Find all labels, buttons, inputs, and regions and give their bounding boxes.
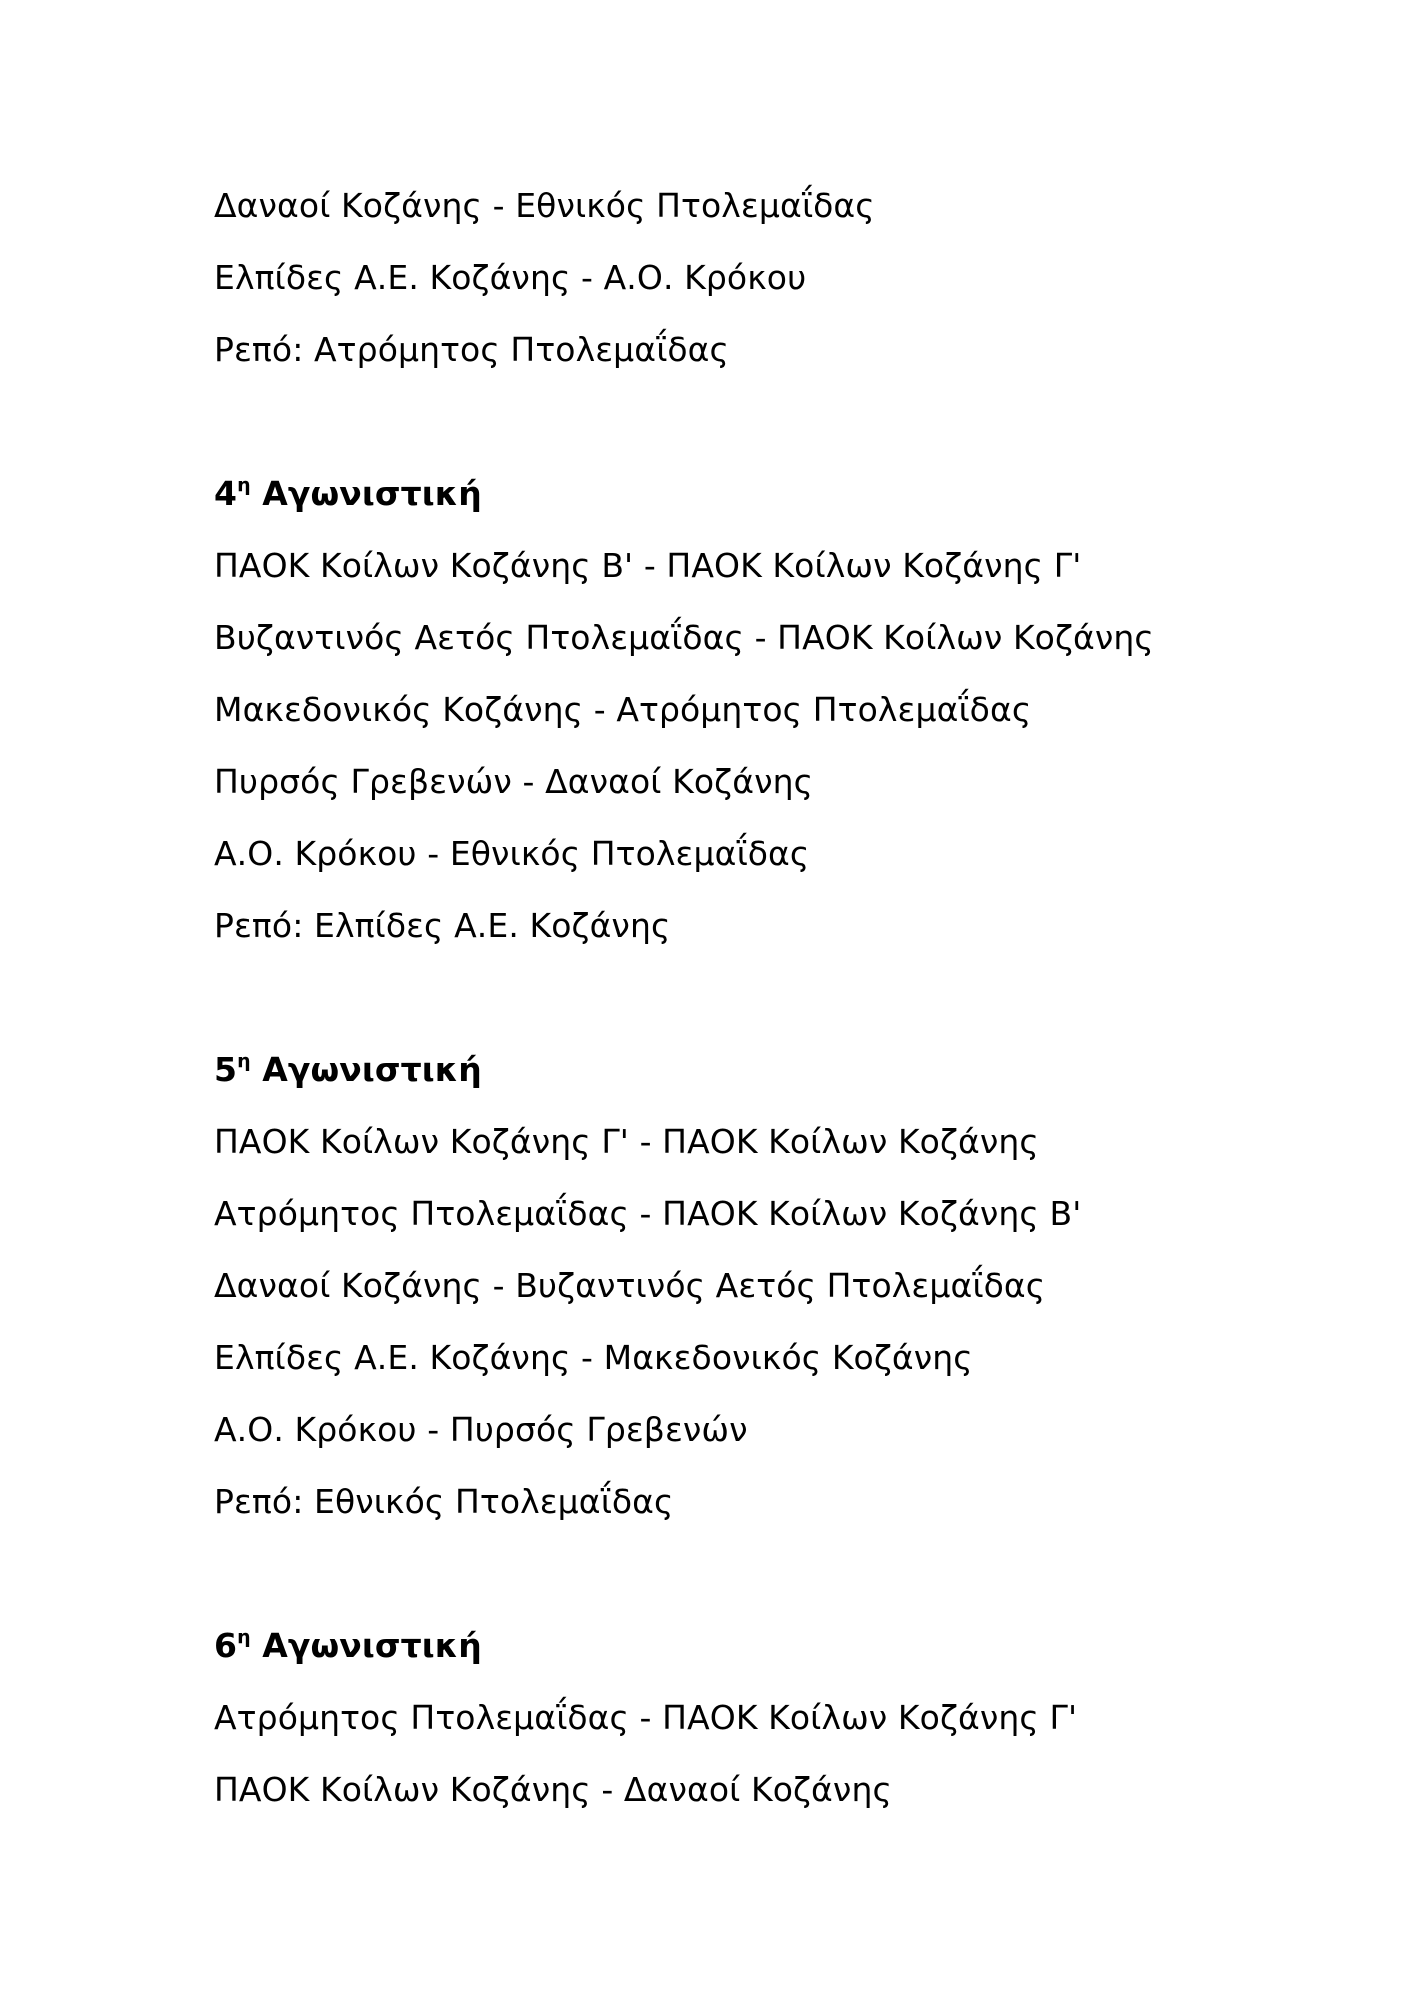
match-line: ΠΑΟΚ Κοίλων Κοζάνης - Δαναοί Κοζάνης	[214, 1770, 892, 1809]
round-number: 4	[214, 474, 238, 513]
fixture-list	[214, 170, 1314, 1826]
round-number: 5	[214, 1050, 238, 1089]
section-spacer	[214, 962, 1314, 1034]
ordinal-suffix: η	[237, 1050, 251, 1072]
match-line: Πυρσός Γρεβενών - Δαναοί Κοζάνης	[214, 762, 814, 801]
match-line: ΠΑΟΚ Κοίλων Κοζάνης Γ' - ΠΑΟΚ Κοίλων Κοζάνης	[214, 1122, 1039, 1161]
match-line: Ατρόμητος Πτολεμαΐδας - ΠΑΟΚ Κοίλων Κοζάνης Β'	[214, 1194, 1082, 1233]
section-spacer	[214, 1538, 1314, 1610]
bye-line: Ρεπό: Ατρόμητος Πτολεμαΐδας	[214, 330, 729, 369]
match-line: ΠΑΟΚ Κοίλων Κοζάνης Β' - ΠΑΟΚ Κοίλων Κοζάνης Γ'	[214, 546, 1082, 585]
section-spacer	[214, 386, 1314, 458]
match-line: Δαναοί Κοζάνης - Βυζαντινός Αετός Πτολεμαΐδας	[214, 1266, 1046, 1305]
round-heading-5	[214, 1034, 1314, 1106]
round-title: Αγωνιστική	[262, 474, 482, 513]
bye-line: Ρεπό: Ελπίδες Α.Ε. Κοζάνης	[214, 906, 671, 945]
ordinal-suffix: η	[237, 474, 251, 496]
round-heading-4	[214, 458, 1314, 530]
bye-line: Ρεπό: Εθνικός Πτολεμαΐδας	[214, 1482, 674, 1521]
ordinal-suffix: η	[237, 1626, 251, 1648]
round-title: Αγωνιστική	[262, 1050, 482, 1089]
match-line: Ελπίδες Α.Ε. Κοζάνης - Μακεδονικός Κοζάνης	[214, 1338, 973, 1377]
match-line: Ατρόμητος Πτολεμαΐδας - ΠΑΟΚ Κοίλων Κοζάνης Γ'	[214, 1698, 1078, 1737]
match-line: Μακεδονικός Κοζάνης - Ατρόμητος Πτολεμαΐδας	[214, 690, 1032, 729]
round-title: Αγωνιστική	[262, 1626, 482, 1665]
match-line: Δαναοί Κοζάνης - Εθνικός Πτολεμαΐδας	[214, 186, 875, 225]
match-line: Α.Ο. Κρόκου - Εθνικός Πτολεμαΐδας	[214, 834, 810, 873]
match-line: Βυζαντινός Αετός Πτολεμαΐδας - ΠΑΟΚ Κοίλων Κοζάνης	[214, 618, 1154, 657]
match-line: Α.Ο. Κρόκου - Πυρσός Γρεβενών	[214, 1410, 748, 1449]
round-number: 6	[214, 1626, 238, 1665]
match-line: Ελπίδες Α.Ε. Κοζάνης - Α.Ο. Κρόκου	[214, 258, 807, 297]
round-heading-6	[214, 1610, 1314, 1682]
